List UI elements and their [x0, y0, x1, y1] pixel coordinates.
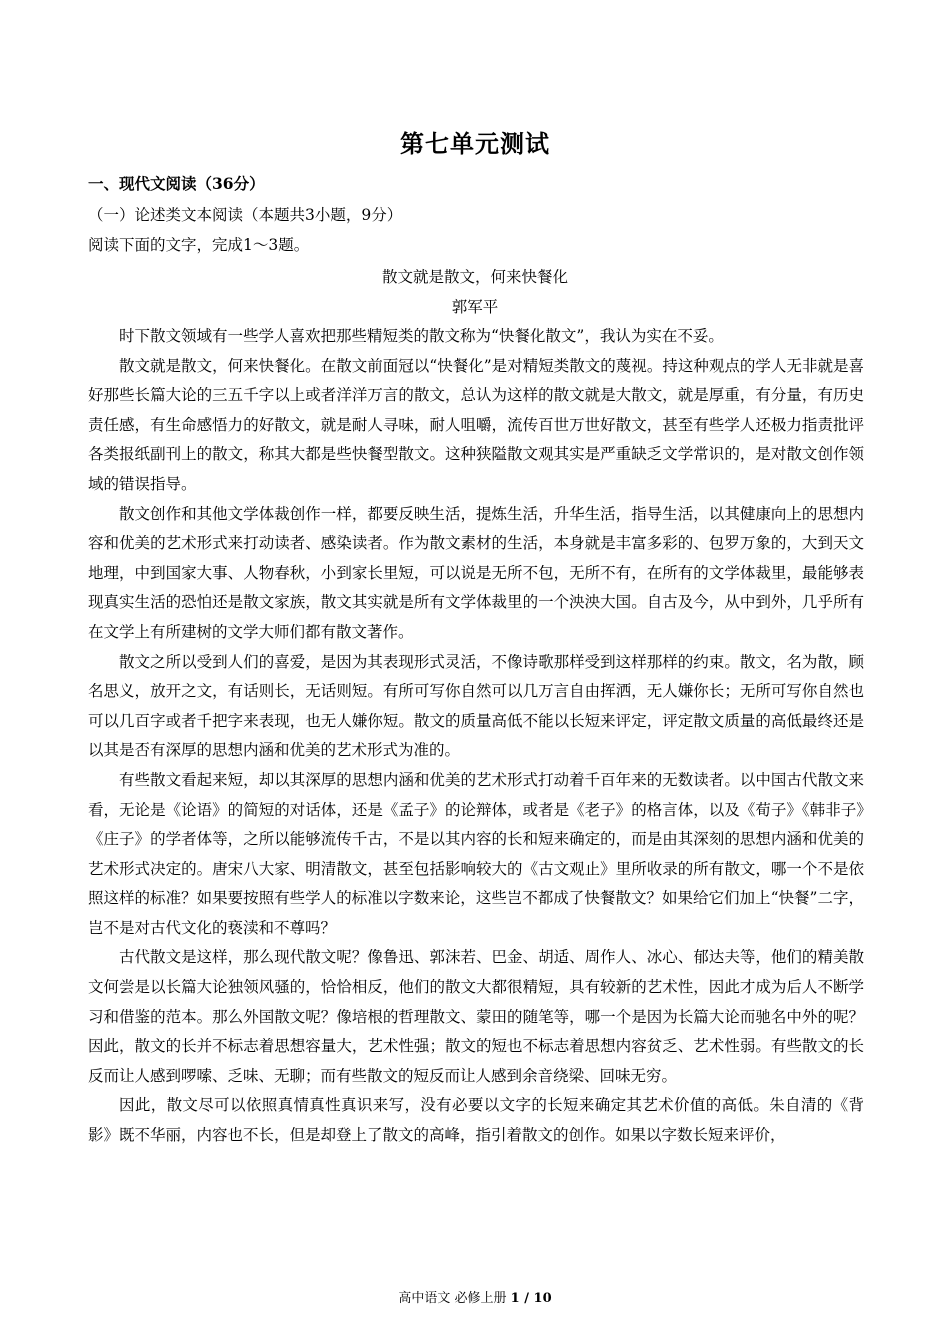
paragraph: 有些散文看起来短，却以其深厚的思想内涵和优美的艺术形式打动着千百年来的无数读者。以中国古代散文来看，无论是《论语》的简短的对话体，还是《孟子》的论辩体，或者是《老子》的格言体，以及《荀子》《韩非子》《庄子》的学者体等，之所以能够流传千古，不是以其内容的长和短来确定的，而是由其深刻的思想内涵和优美的艺术形式决定的。唐宋八大家、明清散文，甚至包括影响较大的《古文观止》里所收录的所有散文，哪一个不是依照这样的标准？如果要按照有些学人的标准以字数来论，这些岂不都成了快餐散文？如果给它们加上“快餐”二字，岂不是对古代文化的亵渎和不尊吗？ — [88, 770, 864, 937]
page-number: 1 / 10 — [510, 1291, 552, 1306]
article-body — [88, 322, 864, 1151]
subsection-heading: （一）论述类文本阅读（本题共3小题，9分） — [88, 206, 403, 224]
instruction-text: 阅读下面的文字，完成1～3题。 — [88, 236, 310, 254]
page-title: 第七单元测试 — [400, 129, 550, 158]
article-author: 郭军平 — [451, 298, 499, 316]
paragraph: 因此，散文尽可以依照真情真性真识来写，没有必要以文字的长短来确定其艺术价值的高低。朱自清的《背影》既不华丽，内容也不长，但是却登上了散文的高峰，指引着散文的创作。如果以字数长短来评价， — [88, 1096, 864, 1145]
paragraph: 散文之所以受到人们的喜爱，是因为其表现形式灵活，不像诗歌那样受到这样那样的约束。散文，名为散，顾名思义，放开之文，有话则长，无话则短。有所可写你自然可以几万言自由挥洒，无人嫌你长；无所可写你自然也可以几百字或者千把字来表现，也无人嫌你短。散文的质量高低不能以长短来评定，评定散文质量的高低最终还是以其是否有深厚的思想内涵和优美的艺术形式为准的。 — [88, 652, 864, 760]
paragraph: 古代散文是这样，那么现代散文呢？像鲁迅、郭沫若、巴金、胡适、周作人、冰心、郁达夫等，他们的精美散文何尝是以长篇大论独领风骚的，恰恰相反，他们的散文大都很精短，具有较新的艺术性，因此才成为后人不断学习和借鉴的范本。那么外国散文呢？像培根的哲理散文、蒙田的随笔等，哪一个是因为长篇大论而驰名中外的呢？因此，散文的长并不标志着思想容量大，艺术性强；散文的短也不标志着思想内容贫乏、艺术性弱。有些散文的长反而让人感到啰嗦、乏味、无聊；而有些散文的短反而让人感到余音绕梁、回味无穷。 — [88, 948, 864, 1085]
footer-subject: 高中语文 必修上册 — [398, 1291, 507, 1306]
paragraph: 时下散文领域有一些学人喜欢把那些精短类的散文称为“快餐化散文”，我认为实在不妥。 — [119, 327, 724, 345]
paragraph: 散文就是散文，何来快餐化。在散文前面冠以“快餐化”是对精短类散文的蔑视。持这种观点的学人无非就是喜好那些长篇大论的三五千字以上或者洋洋万言的散文，总认为这样的散文就是大散文，就是厚重，有分量，有历史责任感，有生命感悟力的好散文，就是耐人寻味，耐人咀嚼，流传百世万世好散文，甚至有些学人还极力指责批评各类报纸副刊上的散文，称其大都是些快餐型散文。这种狭隘散文观其实是严重缺乏文学常识的，是对散文创作领域的错误指导。 — [88, 356, 864, 493]
article-title: 散文就是散文，何来快餐化 — [381, 268, 568, 286]
paragraph: 散文创作和其他文学体裁创作一样，都要反映生活，提炼生活，升华生活，指导生活，以其健康向上的思想内容和优美的艺术形式来打动读者、感染读者。作为散文素材的生活，本身就是丰富多彩的、包罗万象的，大到天文地理，中到国家大事、人物春秋，小到家长里短，可以说是无所不包，无所不有，在所有的文学体裁里，最能够表现真实生活的恐怕还是散文家族，散文其实就是所有文学体裁里的一个泱泱大国。自古及今，从中到外，几乎所有在文学上有所建树的文学大师们都有散文著作。 — [88, 504, 864, 641]
page-footer — [0, 1287, 950, 1306]
section-heading: 一、现代文阅读（36分） — [88, 174, 265, 193]
